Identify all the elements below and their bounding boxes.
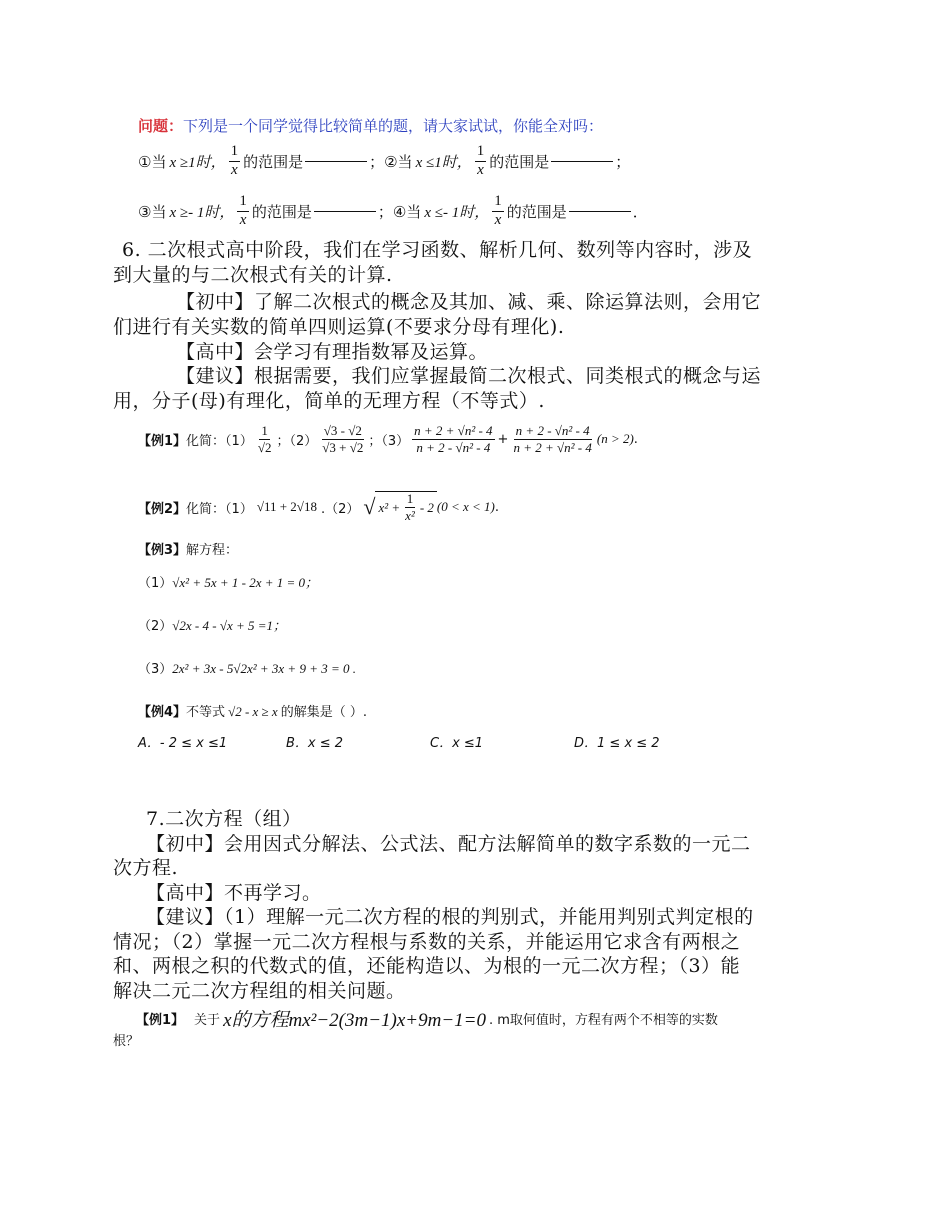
item4-fraction <box>492 194 504 229</box>
ex1-end: . <box>633 431 638 447</box>
eq1-number: （1） <box>138 576 173 591</box>
s7-example1-equation: x的方程mx²−2(3m−1)x+9m−1=0 <box>223 1010 486 1031</box>
ex4-option-a[interactable]: A．- 2 ≤ x ≤1 <box>138 736 228 751</box>
example1-text: 化简：（1） <box>186 433 253 449</box>
item2-fraction <box>475 144 487 179</box>
example1-part3: ；（3） <box>368 433 410 449</box>
item2-end: ； <box>615 152 631 171</box>
example4-expression: √2 - x ≥ x <box>228 704 278 719</box>
item4-answer-blank[interactable] <box>569 210 631 212</box>
ex1-f3-numerator: n + 2 + √n² - 4 <box>414 422 493 438</box>
eq1-expression: √x² + 5x + 1 - 2x + 1 = 0； <box>172 575 319 590</box>
example2-part2: .（2） <box>320 501 360 517</box>
example4-label: 【例4】 <box>138 705 187 720</box>
example2-text: 化简：（1） <box>186 501 253 517</box>
section7-junior-line1: 【初中】会用因式分解法、公式法、配方法解简单的数字系数的一元二 <box>146 833 751 855</box>
item1-mid: 的范围是 <box>243 152 304 171</box>
item2-mid: 的范围是 <box>489 152 550 171</box>
example4-pre: 不等式 <box>186 705 226 720</box>
section6-senior: 【高中】会学习有理指数幂及运算。 <box>176 341 489 363</box>
item2-prefix: ；②当 <box>369 152 413 171</box>
section7-example1 <box>136 1005 718 1032</box>
ex1-f2-denominator: √3 + √2 <box>322 439 364 455</box>
item3-mid: 的范围是 <box>251 202 312 221</box>
section6-junior-line2: 们进行有关实数的简单四则运算(不要求分母有理化). <box>113 316 565 338</box>
problem-heading <box>138 115 603 136</box>
ex1-fraction-4 <box>511 424 593 454</box>
example3-text: 解方程： <box>186 543 239 558</box>
s7-example1-line2: 根？ <box>113 1034 140 1049</box>
section7-advice-line4: 解决二元二次方程组的相关问题。 <box>113 980 406 1002</box>
ex1-f4-denominator: n + 2 + √n² - 4 <box>513 439 592 455</box>
section7-senior: 【高中】不再学习。 <box>146 882 322 904</box>
ex2-expression-1: √11 + 2√18 <box>256 499 317 514</box>
ex2-end: . <box>494 499 500 515</box>
section7-junior-line2: 次方程. <box>113 857 179 879</box>
example2 <box>138 484 499 530</box>
ex2-fraction-denominator: x² <box>405 508 415 523</box>
example1-label: 【例1】 <box>138 433 187 449</box>
eq3-expression: 2x² + 3x - 5√2x² + 3x + 9 + 3 = 0 . <box>172 661 356 676</box>
problem-label: 问题： <box>138 117 184 135</box>
ex1-condition: (n > 2) <box>596 431 634 446</box>
fraction-denominator: x <box>239 211 247 228</box>
item4-condition: x ≤- 1时， <box>424 204 490 221</box>
section7-advice-line3: 和、两根之积的代数式的值，还能构造以、为根的一元二次方程；（3）能 <box>113 955 741 977</box>
ex1-f1-numerator: 1 <box>261 422 268 438</box>
example3-label: 【例3】 <box>138 543 187 558</box>
ex2-term-b: - 2 <box>419 499 434 515</box>
item1-fraction <box>229 144 241 179</box>
section7-title: 7.二次方程（组） <box>146 808 302 830</box>
item3-prefix: ③当 <box>138 202 167 221</box>
item4-prefix: ；④当 <box>377 202 422 221</box>
eq3-number: （3） <box>138 662 173 677</box>
section7-advice-line2: 情况；（2）掌握一元二次方程根与系数的关系，并能运用它求含有两根之 <box>113 931 741 953</box>
ex4-option-d[interactable]: D．1 ≤ x ≤ 2 <box>574 736 660 751</box>
section6-advice-line1: 【建议】根据需要，我们应掌握最简二次根式、同类根式的概念与运 <box>176 365 762 387</box>
section7-advice-line1: 【建议】（1）理解一元二次方程的根的判别式，并能用判别式判定根的 <box>146 906 754 928</box>
ex4-option-b[interactable]: B．x ≤ 2 <box>286 736 344 751</box>
example4-post: 的解集是（ ）. <box>280 705 367 720</box>
eq2-expression: √2x - 4 - √x + 5 =1； <box>172 618 287 633</box>
example3-equation-2 <box>138 615 286 634</box>
eq2-number: （2） <box>138 619 173 634</box>
example3-heading <box>138 539 238 558</box>
s7-example1-label: 【例1】 <box>136 1013 185 1028</box>
example3-equation-1 <box>138 572 318 591</box>
fraction-numerator: 1 <box>492 194 504 212</box>
s7-example1-post: . m取何值时，方程有两个不相等的实数 <box>488 1013 718 1028</box>
problem-text: 下列是一个同学觉得比较简单的题，请大家试试，你能全对吗： <box>183 117 604 135</box>
example3-equation-3 <box>138 658 356 677</box>
item1-answer-blank[interactable] <box>305 160 367 162</box>
problem-items-1-2 <box>138 138 630 184</box>
ex2-fraction <box>403 492 417 522</box>
item2-condition: x ≤1时， <box>415 154 472 171</box>
ex2-radicand <box>375 491 436 522</box>
item1-condition: x ≥1时， <box>169 154 226 171</box>
fraction-numerator: 1 <box>237 194 249 212</box>
ex2-fraction-numerator: 1 <box>406 491 414 507</box>
ex1-f3-denominator: n + 2 - √n² - 4 <box>416 439 491 455</box>
item2-answer-blank[interactable] <box>551 160 613 162</box>
ex1-plus: + <box>497 431 509 447</box>
example4 <box>138 701 367 720</box>
item3-condition: x ≥- 1时， <box>169 204 235 221</box>
item1-prefix: ①当 <box>138 152 167 171</box>
fraction-numerator: 1 <box>229 144 241 162</box>
ex2-radical: √ <box>363 494 376 519</box>
section6-junior-line1: 【初中】了解二次根式的概念及其加、减、乘、除运算法则，会用它 <box>176 291 762 313</box>
ex1-fraction-2 <box>320 424 365 454</box>
ex2-term-a: x² + <box>378 499 401 515</box>
ex4-option-c[interactable]: C．x ≤1 <box>430 736 484 751</box>
ex1-f4-numerator: n + 2 - √n² - 4 <box>515 422 590 438</box>
ex1-fraction-1 <box>256 424 274 454</box>
section6-line2: 到大量的与二次根式有关的计算. <box>113 264 393 286</box>
example1 <box>138 414 638 464</box>
fraction-denominator: x <box>231 161 238 178</box>
ex2-condition: (0 < x < 1) <box>436 499 495 514</box>
section6-advice-line2: 用，分子(母)有理化，简单的无理方程（不等式）. <box>113 390 545 412</box>
s7-example1-pre: 关于 <box>194 1013 221 1028</box>
section6-line1: 6. 二次根式高中阶段，我们在学习函数、解析几何、数列等内容时，涉及 <box>122 239 753 261</box>
fraction-numerator: 1 <box>475 144 487 162</box>
problem-items-3-4 <box>138 188 648 234</box>
fraction-denominator: x <box>477 161 484 178</box>
item3-answer-blank[interactable] <box>314 210 376 212</box>
example2-label: 【例2】 <box>138 501 187 517</box>
item4-end: ． <box>632 202 648 221</box>
ex1-f2-numerator: √3 - √2 <box>323 422 362 438</box>
ex1-f1-denominator: √2 <box>257 439 272 455</box>
item4-mid: 的范围是 <box>506 202 567 221</box>
item3-fraction <box>237 194 249 229</box>
example1-part2: ；（2） <box>276 433 318 449</box>
fraction-denominator: x <box>494 211 502 228</box>
ex1-fraction-3 <box>412 424 494 454</box>
